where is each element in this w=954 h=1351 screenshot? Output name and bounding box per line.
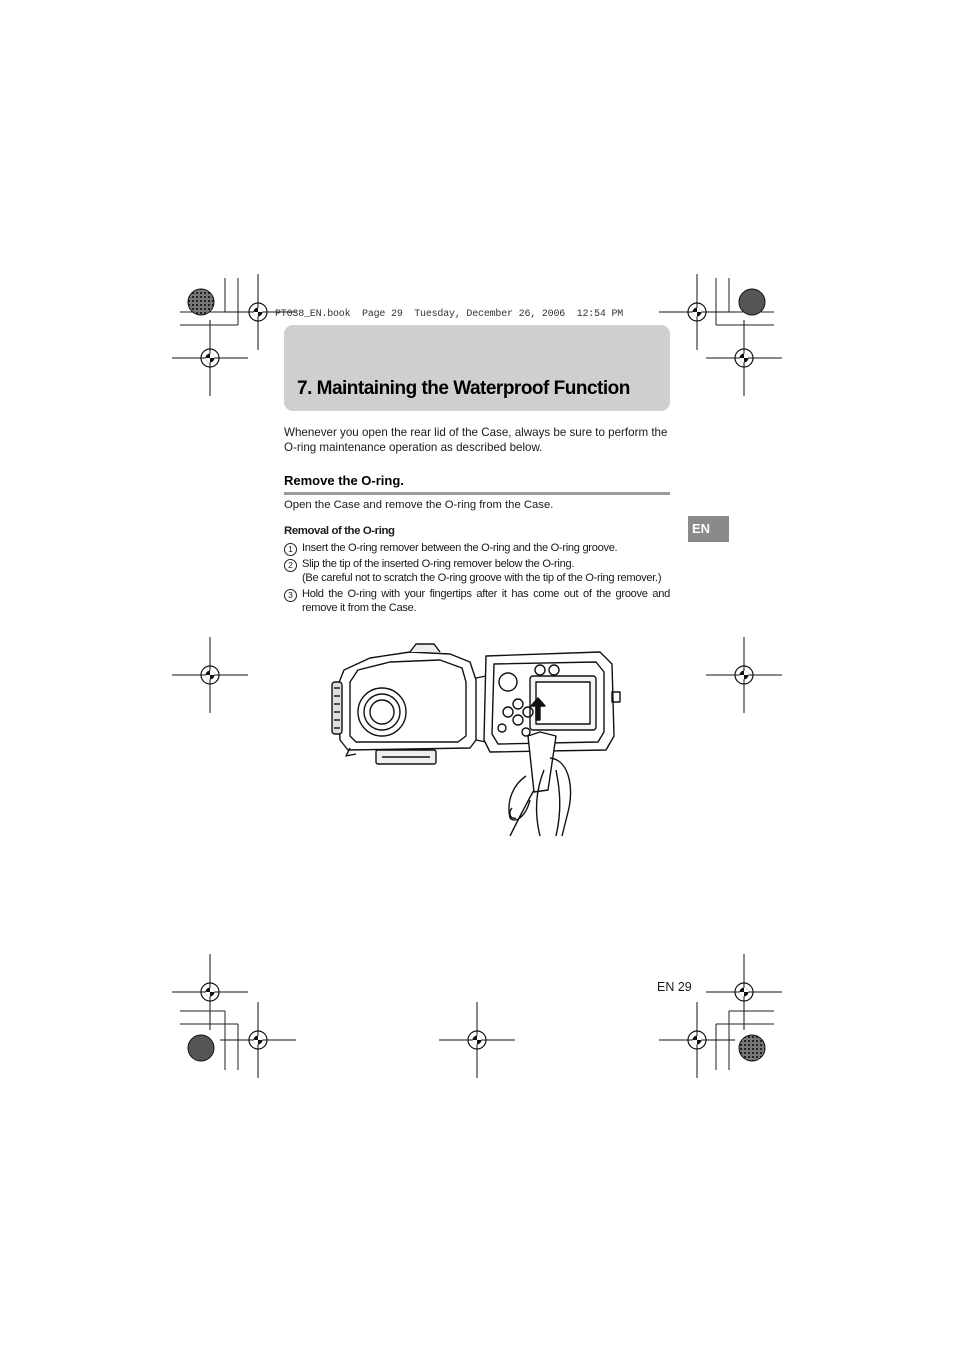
page-title: 7. Maintaining the Waterproof Function — [297, 378, 630, 399]
step-number: 3 — [284, 589, 297, 602]
step-number: 2 — [284, 559, 297, 572]
page-number: EN 29 — [657, 980, 692, 994]
print-header: PT038_EN.book Page 29 Tuesday, December 26, 2006 12:54 PM — [275, 309, 624, 320]
steps-list — [284, 541, 670, 617]
section-heading: Remove the O-ring. — [284, 473, 404, 488]
step-text: Insert the O-ring remover between the O-ring and the O-ring groove. — [302, 542, 618, 554]
section-divider — [284, 492, 670, 495]
list-item — [284, 541, 670, 556]
subsection-heading: Removal of the O-ring — [284, 525, 395, 537]
list-item — [284, 587, 670, 616]
list-item — [284, 557, 670, 586]
section-body: Open the Case and remove the O-ring from the Case. — [284, 499, 554, 511]
step-number: 1 — [284, 543, 297, 556]
step-text: Hold the O-ring with your fingertips after it has come out of the groove and remove it from the Case. — [302, 587, 670, 615]
intro-paragraph: Whenever you open the rear lid of the Case, always be sure to perform the O-ring maintenance operation as described below. — [284, 426, 668, 454]
step-text: Slip the tip of the inserted O-ring remover below the O-ring. — [302, 557, 575, 570]
step-note: (Be careful not to scratch the O-ring groove with the tip of the O-ring remover.) — [302, 572, 662, 585]
case-illustration — [330, 640, 630, 840]
language-tab: EN — [688, 516, 729, 542]
